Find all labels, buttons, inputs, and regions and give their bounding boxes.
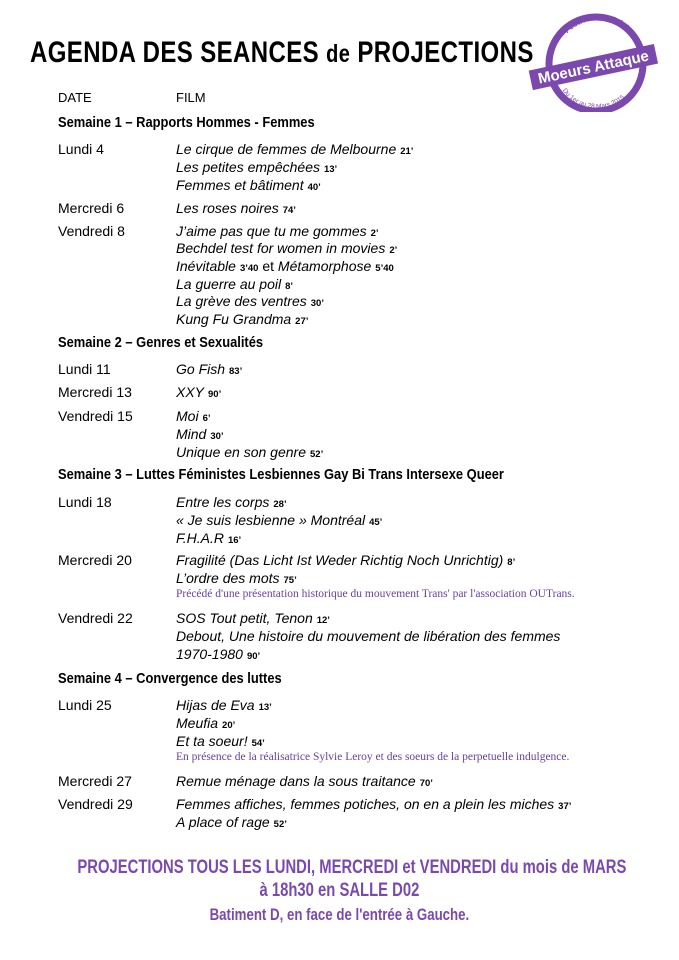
film-entry: Les roses noires 74’ xyxy=(176,200,296,216)
film-entry: Kung Fu Grandma 27’ xyxy=(176,311,309,327)
film-entry: Entre les corps 28’ xyxy=(176,494,287,510)
week-1-heading: Semaine 1 – Rapports Hommes - Femmes xyxy=(58,114,315,131)
film-entry: Go Fish 83’ xyxy=(176,361,243,377)
festival-logo-stamp xyxy=(528,10,660,112)
film-entry: Inévitable 3’40 et Métamorphose 5’40 xyxy=(176,258,394,274)
footer-time-room: à 18h30 en SALLE D02 xyxy=(259,880,420,901)
day-label: Mercredi 13 xyxy=(58,384,132,400)
day-label: Lundi 4 xyxy=(58,141,104,157)
film-entry: A place of rage 52’ xyxy=(176,814,287,830)
film-entry: Mind 30’ xyxy=(176,426,224,442)
film-entry: Debout, Une histoire du mouvement de libération des femmes xyxy=(176,628,561,644)
week-4-heading: Semaine 4 – Convergence des luttes xyxy=(58,670,282,687)
day-label: Lundi 25 xyxy=(58,697,112,713)
screening-note: Précédé d'une présentation historique du mouvement Trans' par l'association OUTrans. xyxy=(176,588,575,600)
day-label: Mercredi 20 xyxy=(58,552,132,568)
film-entry: Hijas de Eva 13’ xyxy=(176,697,272,713)
footer-building: Batiment D, en face de l'entrée à Gauche. xyxy=(209,905,470,924)
film-entry: Unique en son genre 52’ xyxy=(176,444,324,460)
film-entry: 1970-1980 90’ xyxy=(176,646,261,662)
week-2-heading: Semaine 2 – Genres et Sexualités xyxy=(58,334,264,351)
film-entry: Femmes affiches, femmes potiches, on en a plein les miches 37’ xyxy=(176,796,572,812)
film-entry: Moi 6’ xyxy=(176,408,211,424)
film-entry: L’ordre des mots 75’ xyxy=(176,570,297,586)
film-entry: Bechdel test for women in movies 2’ xyxy=(176,240,398,256)
day-label: Mercredi 6 xyxy=(58,200,125,216)
film-entry: La guerre au poil 8’ xyxy=(176,276,294,292)
week-3-heading: Semaine 3 – Luttes Féministes Lesbiennes Gay Bi Trans Intersexe Queer xyxy=(58,466,504,483)
day-label: Lundi 11 xyxy=(58,361,111,377)
svg-text:Du 1er au 28 Mars 2015: Du 1er au 28 Mars 2015 xyxy=(560,87,626,111)
day-label: Lundi 18 xyxy=(58,494,112,510)
film-entry: Et ta soeur! 54’ xyxy=(176,733,265,749)
film-entry: Femmes et bâtiment 40’ xyxy=(176,177,321,193)
film-entry: « Je suis lesbienne » Montréal 45’ xyxy=(176,512,383,528)
film-entry: F.H.A.R 16’ xyxy=(176,530,242,546)
day-label: Mercredi 27 xyxy=(58,773,132,789)
film-entry: La grève des ventres 30’ xyxy=(176,293,324,309)
date-column-header: DATE xyxy=(58,90,92,105)
screening-note: En présence de la réalisatrice Sylvie Leroy et des soeurs de la perpetuelle indulgence. xyxy=(176,751,570,763)
day-label: Vendredi 8 xyxy=(58,223,125,239)
film-entry: Remue ménage dans la sous traitance 70’ xyxy=(176,773,433,789)
film-entry: Les petites empêchées 13’ xyxy=(176,159,338,175)
film-entry: Le cirque de femmes de Melbourne 21’ xyxy=(176,141,414,157)
page-title: AGENDA DES SEANCES de PROJECTIONS xyxy=(30,36,534,69)
svg-text:Festival Féministe: Festival Féministe xyxy=(562,13,635,35)
svg-text:Moeurs Attaque: Moeurs Attaque xyxy=(536,47,651,88)
day-label: Vendredi 15 xyxy=(58,408,133,424)
film-column-header: FILM xyxy=(176,90,206,105)
film-entry: Fragilité (Das Licht Ist Weder Richtig Noch Unrichtig) 8’ xyxy=(176,552,516,568)
film-entry: XXY 90’ xyxy=(176,384,222,400)
day-label: Vendredi 29 xyxy=(58,796,133,812)
film-entry: SOS Tout petit, Tenon 12’ xyxy=(176,610,330,626)
footer-schedule-line: PROJECTIONS TOUS LES LUNDI, MERCREDI et VENDREDI du mois de MARS xyxy=(77,857,627,878)
day-label: Vendredi 22 xyxy=(58,610,133,626)
film-entry: J’aime pas que tu me gommes 2’ xyxy=(176,223,379,239)
film-entry: Meufia 20’ xyxy=(176,715,236,731)
